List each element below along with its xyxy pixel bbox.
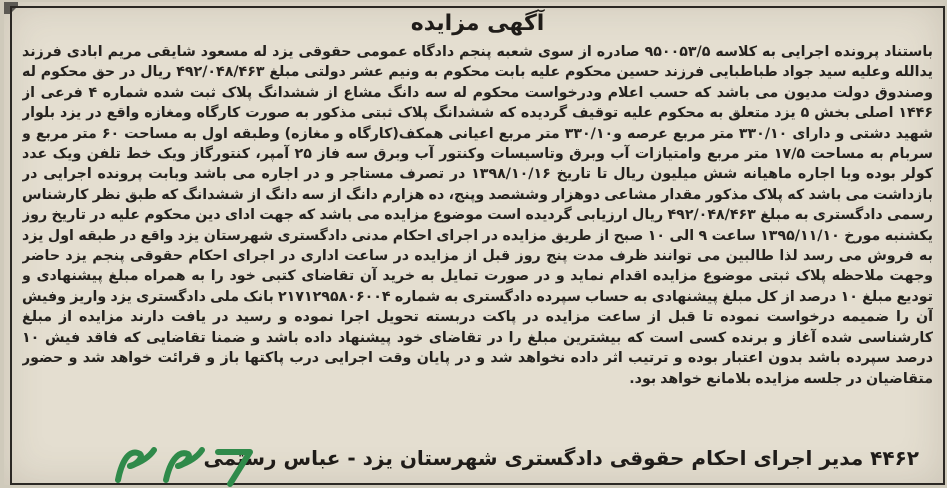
notice-body: باستناد پرونده اجرایی به کلاسه ۹۵۰۰۵۳/۵ صادره از سوی شعبه پنجم دادگاه عمومی حقوقی یزد له مسعود شایقی مریم ابادی فرزند یدالله وعلیه سید جواد طباطبایی فرزند حسین محکوم علیه بابت محکوم به ونیم عشر دولتی مبلغ ۴۹۲/۰۴۸/۴۶۳ ریال در حق محکوم له وصندوق دولت مدیون می باشد که حسب اعلام ودرخواست محکوم له سه دانگ مشاع از ششدانگ پلاک ثبت شده شماره ۴ فرعی از ۱۴۴۶ اصلی بخش ۵ یزد متعلق به محکوم علیه توقیف گردیده که ششدانگ پلاک ثبتی مذکور به صورت کارگاه ومغازه واقع در یزد بلوار شهید دشتی و دارای ۳۳۰/۱۰ متر مربع عرصه و۳۳۰/۱۰ متر مربع اعیانی همکف(کارگاه و مغازه) وطبقه اول به مساحت ۶۰ متر مربع و سربام به مساحت ۱۷/۵ متر مربع وامتیازات آب وبرق وتاسیسات وکنتور آب وبرق سه فاز ۲۵ آمپر، کنتورگاز ویک خط تلفن ویک عدد کولر بوده وبا اجاره ماهیانه شش میلیون ریال تا تاریخ ۱۳۹۸/۱۰/۱۶ در تصرف مستاجر و در اجاره می باشد وبابت پرونده اجرایی در بازداشت می باشد که پلاک مذکور مقدار مشاعی دوهزار وششصد وپنج، ده هزارم دانگ از سه دانگ از ششدانگ که طبق نظر کارشناس رسمی دادگستری به مبلغ ۴۹۲/۰۴۸/۴۶۳ ریال ارزیابی گردیده است موضوع مزایده می باشد که جهت ادای دین محکوم علیه در تاریخ روز یکشنبه مورخ ۱۳۹۵/۱۱/۱۰ ساعت ۹ الی ۱۰ صبح از طریق مزایده در اجرای احکام مدنی دادگستری شهرستان یزد واقع در طبقه اول یزد به فروش می رسد لذا طالبین می توانند ظرف مدت پنج روز قبل از مزایده در ساعت اداری در اجرای احکام حقوقی پنجم یزد حاضر وجهت ملاحظه پلاک ثبتی موضوع مزایده اقدام نماید و در صورت تمایل به خرید آن تقاضای کتبی خود را به همراه مبلغ پیشنهادی و تودیع مبلغ ۱۰ درصد از کل مبلغ پیشنهادی به حساب سپرده دادگستری به شماره ۲۱۷۱۲۹۵۸۰۶۰۰۴ بانک ملی دادگستری یزد واریز وفیش آن را ضمیمه درخواست نموده تا قبل از ساعت مزایده در پاکت دربسته تحویل اجرا نموده و رسید در یافت دارند مزایده از مبلغ کارشناسی شده آغاز و برنده کسی است که بیشترین مبلغ را در تقاضای خود پیشنهاد داده باشد و ضمنا تقاضایی که فاقد فیش ۱۰ درصد سپرده باشد بدون اعتبار بوده و ترتیب اثر داده نخواهد شد و در پایان وقت اجرایی درب پاکتها باز و قرائت خواهد شد و حضور متقاضیان در جلسه مزایده بلامانع خواهد بود. [22, 44, 933, 387]
notice-footer-signature: ۴۴۶۲ مدیر اجرای احکام حقوقی دادگستری شهرستان یزد - عباس رستمی [203, 446, 919, 470]
notice-title: آگهی مزایده [410, 11, 545, 36]
handwritten-green-number [100, 440, 260, 488]
newspaper-clipping [4, 2, 943, 485]
notice-frame [10, 6, 945, 485]
